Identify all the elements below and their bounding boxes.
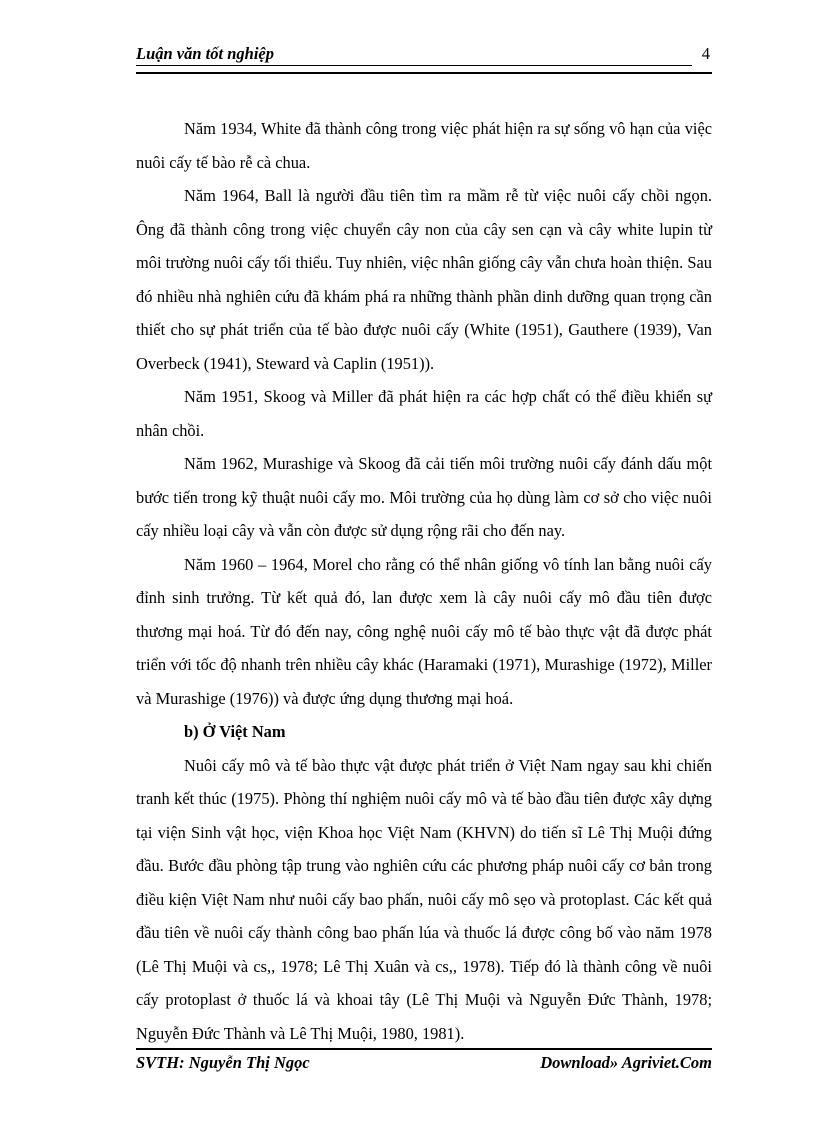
footer-row: [136, 1053, 712, 1073]
header-title: Luận văn tốt nghiệp: [136, 44, 274, 63]
page-footer: [136, 1048, 712, 1073]
footer-author: SVTH: Nguyễn Thị Ngọc: [136, 1053, 310, 1072]
document-body: [136, 112, 712, 1050]
footer-source: Download» Agriviet.Com: [540, 1053, 712, 1072]
section-heading-vietnam: b) Ở Việt Nam: [184, 722, 286, 741]
paragraph-3: Năm 1951, Skoog và Miller đã phát hiện ra các hợp chất có thể điều khiển sự nhân chồi.: [136, 387, 712, 440]
header-row: [136, 44, 712, 64]
header-rule-thick: [136, 72, 712, 74]
paragraph-1: Năm 1934, White đã thành công trong việc phát hiện ra sự sống vô hạn của việc nuôi cấy tế bào rễ cà chua.: [136, 119, 712, 172]
paragraph-4: Năm 1962, Murashige và Skoog đã cải tiến môi trường nuôi cấy đánh dấu một bước tiến trong kỹ thuật nuôi cấy mo. Môi trường của họ dùng làm cơ sở cho việc nuôi cấy nhiều loại cây và vẫn còn được sử dụng rộng rãi cho đến nay.: [136, 454, 712, 540]
paragraph-5: Năm 1960 – 1964, Morel cho rằng có thể nhân giống vô tính lan bằng nuôi cấy đỉnh sinh trưởng. Từ kết quả đó, lan được xem là cây nuôi cấy mô đầu tiên được thương mại hoá. Từ đó đến nay, công nghệ nuôi cấy mô tế bào thực vật đã được phát triển với tốc độ nhanh trên nhiều cây khác (Haramaki (1971), Murashige (1972), Miller và Murashige (1976)) và được ứng dụng thương mại hoá.: [136, 554, 712, 708]
header-rule-thin: [136, 65, 692, 66]
paragraph-6: Nuôi cấy mô và tế bào thực vật được phát triển ở Việt Nam ngay sau khi chiến tranh kết thúc (1975). Phòng thí nghiệm nuôi cấy mô và tế bào đầu tiên được xây dựng tại viện Sinh vật học, viện Khoa học Việt Nam (KHVN) do tiến sĩ Lê Thị Muội đứng đầu. Bước đầu phòng tập trung vào nghiên cứu các phương pháp nuôi cấy cơ bản trong điều kiện Việt Nam như nuôi cấy bao phấn, nuôi cấy mô sẹo và protoplast. Các kết quả đầu tiên về nuôi cấy thành công bao phấn lúa và thuốc lá được công bố vào năm 1978 (Lê Thị Muội và cs,, 1978; Lê Thị Xuân và cs,, 1978). Tiếp đó là thành công về nuôi cấy protoplast ở thuốc lá và khoai tây (Lê Thị Muội và Nguyễn Đức Thành, 1978; Nguyễn Đức Thành và Lê Thị Muội, 1980, 1981).: [136, 755, 712, 1043]
page-header: [136, 44, 712, 74]
page-number: 4: [701, 44, 710, 63]
paragraph-2: Năm 1964, Ball là người đầu tiên tìm ra mầm rễ từ việc nuôi cấy chồi ngọn. Ông đã thành công trong việc chuyển cây non của cây sen cạn và cây white lupin từ môi trường nuôi cấy tối thiểu. Tuy nhiên, việc nhân giống cây vẫn chưa hoàn thiện. Sau đó nhiều nhà nghiên cứu đã khám phá ra những thành phần dinh dưỡng quan trọng cần thiết cho sự phát triển của tế bào được nuôi cấy (White (1951), Gauthere (1939), Van Overbeck (1941), Steward và Caplin (1951)).: [136, 186, 712, 373]
